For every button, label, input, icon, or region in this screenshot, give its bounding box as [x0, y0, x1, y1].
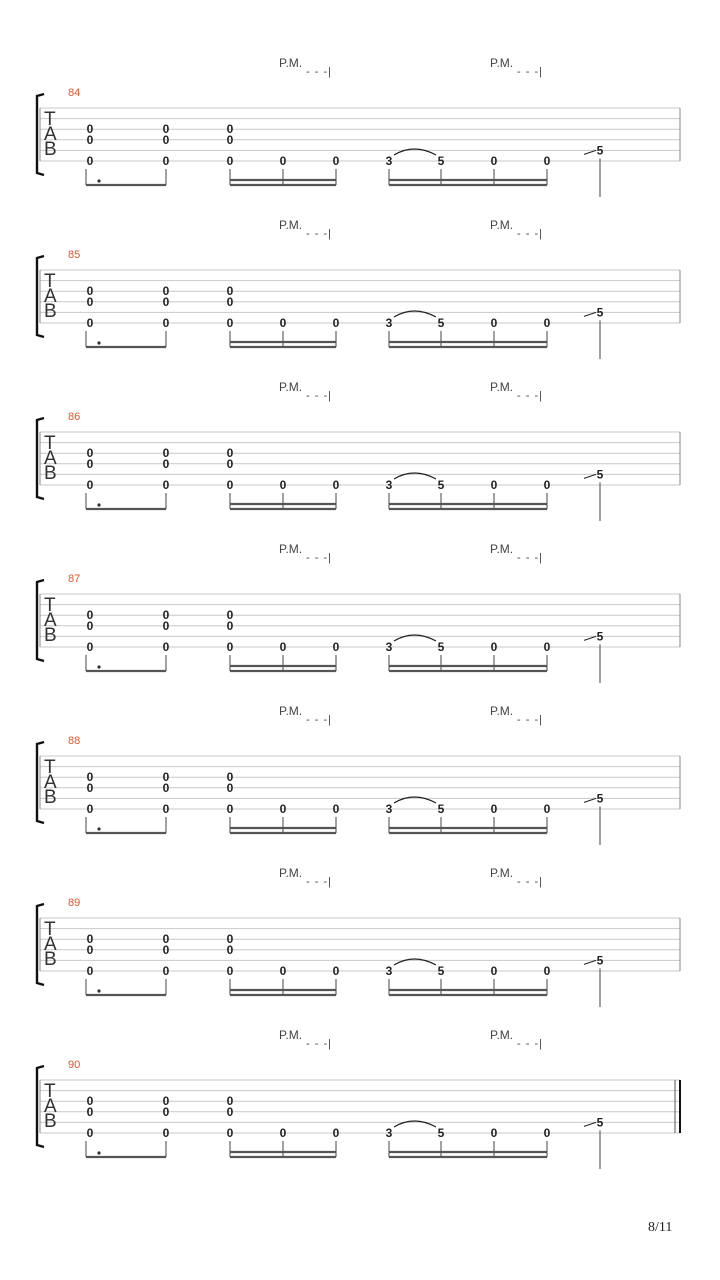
palm-mute-label: P.M.: [490, 380, 514, 394]
slide-mark: [584, 636, 596, 640]
fret-number: 0: [543, 640, 551, 654]
fret-number: 0: [490, 478, 498, 492]
fret-number: 0: [226, 964, 234, 978]
fret-number: 0: [162, 294, 170, 309]
palm-mute-dashes: - - -|: [306, 390, 332, 402]
fret-number: 0: [86, 132, 94, 147]
palm-mute-dashes: - - -|: [306, 552, 332, 564]
measure-number: 89: [68, 897, 81, 909]
fret-number: 0: [162, 446, 170, 461]
fret-number: 0: [162, 1104, 170, 1119]
tab-system-87: [37, 542, 680, 683]
palm-mute-label: P.M.: [279, 704, 303, 718]
dot: [97, 665, 100, 668]
fret-number: 0: [226, 446, 234, 461]
measure-number: 88: [68, 735, 81, 747]
tab-clef-letter: B: [44, 787, 57, 808]
measure-number: 84: [68, 87, 81, 99]
fret-number: 0: [490, 640, 498, 654]
fret-number: 0: [86, 608, 94, 623]
tab-clef-letter: A: [44, 934, 57, 955]
palm-mute-label: P.M.: [279, 56, 303, 70]
palm-mute-dashes: - - -|: [306, 876, 332, 888]
fret-number: 3: [385, 478, 393, 492]
fret-number: 0: [162, 132, 170, 147]
tab-system-84: [37, 56, 680, 197]
fret-number: 0: [490, 1126, 498, 1140]
fret-number: 0: [162, 154, 170, 168]
fret-number: 0: [226, 942, 234, 957]
dot: [97, 179, 100, 182]
fret-number: 0: [332, 964, 340, 978]
tab-clef-letter: A: [44, 772, 57, 793]
tab-clef-letter: T: [44, 919, 56, 940]
fret-number: 0: [162, 942, 170, 957]
palm-mute-label: P.M.: [490, 218, 514, 232]
fret-number: 0: [279, 964, 287, 978]
dot: [97, 1151, 100, 1154]
fret-number: 0: [226, 618, 234, 633]
fret-number: 0: [226, 154, 234, 168]
palm-mute-label: P.M.: [279, 866, 303, 880]
fret-number: 0: [86, 964, 94, 978]
tab-clef-letter: B: [44, 1111, 57, 1132]
tab-clef-letter: B: [44, 949, 57, 970]
fret-number: 5: [596, 791, 604, 806]
fret-number: 0: [86, 780, 94, 795]
measure-number: 87: [68, 573, 81, 585]
tab-clef-letter: A: [44, 448, 57, 469]
palm-mute-label: P.M.: [490, 866, 514, 880]
fret-number: 0: [162, 964, 170, 978]
fret-number: 0: [490, 964, 498, 978]
fret-number: 3: [385, 1126, 393, 1140]
fret-number: 0: [226, 316, 234, 330]
fret-number: 0: [162, 932, 170, 947]
tab-clef-letter: A: [44, 286, 57, 307]
fret-number: 0: [226, 122, 234, 137]
tab-clef-letter: B: [44, 301, 57, 322]
fret-number: 0: [226, 294, 234, 309]
fret-number: 0: [279, 478, 287, 492]
fret-number: 0: [86, 640, 94, 654]
dot: [97, 989, 100, 992]
fret-number: 0: [226, 608, 234, 623]
fret-number: 0: [226, 640, 234, 654]
fret-number: 0: [86, 618, 94, 633]
fret-number: 0: [543, 478, 551, 492]
slide-mark: [584, 798, 596, 802]
palm-mute-label: P.M.: [490, 1028, 514, 1042]
fret-number: 0: [543, 964, 551, 978]
fret-number: 0: [86, 1126, 94, 1140]
fret-number: 0: [86, 942, 94, 957]
palm-mute-label: P.M.: [279, 380, 303, 394]
slide-mark: [584, 474, 596, 478]
fret-number: 0: [162, 316, 170, 330]
fret-number: 3: [385, 154, 393, 168]
fret-number: 0: [162, 122, 170, 137]
measure-number: 86: [68, 411, 81, 423]
palm-mute-dashes: - - -|: [517, 552, 543, 564]
fret-number: 0: [279, 640, 287, 654]
slide-mark: [584, 312, 596, 316]
fret-number: 0: [86, 770, 94, 785]
fret-number: 0: [162, 1126, 170, 1140]
palm-mute-dashes: - - -|: [517, 390, 543, 402]
fret-number: 0: [332, 1126, 340, 1140]
page-number: 8/11: [648, 1220, 673, 1235]
measure-number: 85: [68, 249, 81, 261]
dot: [97, 827, 100, 830]
fret-number: 0: [162, 802, 170, 816]
fret-number: 5: [437, 640, 445, 654]
tab-clef-letter: T: [44, 109, 56, 130]
fret-number: 0: [332, 802, 340, 816]
fret-number: 0: [226, 456, 234, 471]
measure-number: 90: [68, 1059, 81, 1071]
fret-number: 5: [437, 154, 445, 168]
fret-number: 0: [86, 294, 94, 309]
fret-number: 5: [437, 316, 445, 330]
fret-number: 0: [543, 802, 551, 816]
tab-system-90: [37, 1028, 680, 1169]
palm-mute-dashes: - - -|: [306, 1038, 332, 1050]
tab-clef-letter: T: [44, 757, 56, 778]
tab-clef-letter: T: [44, 271, 56, 292]
fret-number: 0: [332, 316, 340, 330]
fret-number: 0: [86, 284, 94, 299]
dot: [97, 341, 100, 344]
fret-number: 0: [226, 1094, 234, 1109]
palm-mute-dashes: - - -|: [306, 66, 332, 78]
fret-number: 0: [543, 316, 551, 330]
palm-mute-label: P.M.: [490, 704, 514, 718]
palm-mute-dashes: - - -|: [517, 228, 543, 240]
fret-number: 0: [226, 770, 234, 785]
palm-mute-label: P.M.: [490, 542, 514, 556]
fret-number: 0: [543, 154, 551, 168]
fret-number: 0: [86, 1104, 94, 1119]
fret-number: 0: [490, 316, 498, 330]
fret-number: 0: [86, 456, 94, 471]
fret-number: 0: [86, 932, 94, 947]
tab-clef-letter: T: [44, 1081, 56, 1102]
palm-mute-dashes: - - -|: [517, 876, 543, 888]
fret-number: 0: [226, 1104, 234, 1119]
fret-number: 0: [162, 618, 170, 633]
tab-clef-letter: B: [44, 625, 57, 646]
fret-number: 0: [490, 154, 498, 168]
fret-number: 5: [596, 953, 604, 968]
fret-number: 0: [332, 154, 340, 168]
fret-number: 0: [543, 1126, 551, 1140]
fret-number: 0: [226, 284, 234, 299]
slide-mark: [584, 150, 596, 154]
tab-system-89: [37, 866, 680, 1007]
fret-number: 5: [596, 467, 604, 482]
palm-mute-dashes: - - -|: [306, 714, 332, 726]
fret-number: 0: [86, 478, 94, 492]
fret-number: 0: [226, 802, 234, 816]
fret-number: 3: [385, 802, 393, 816]
fret-number: 5: [596, 305, 604, 320]
fret-number: 0: [226, 478, 234, 492]
fret-number: 0: [86, 802, 94, 816]
fret-number: 0: [226, 1126, 234, 1140]
fret-number: 0: [162, 608, 170, 623]
fret-number: 5: [437, 964, 445, 978]
palm-mute-label: P.M.: [490, 56, 514, 70]
fret-number: 0: [490, 802, 498, 816]
fret-number: 0: [279, 1126, 287, 1140]
palm-mute-dashes: - - -|: [517, 714, 543, 726]
fret-number: 3: [385, 640, 393, 654]
palm-mute-label: P.M.: [279, 218, 303, 232]
slide-mark: [584, 960, 596, 964]
fret-number: 0: [279, 316, 287, 330]
tab-clef-letter: B: [44, 139, 57, 160]
fret-number: 0: [162, 284, 170, 299]
tab-system-88: [37, 704, 680, 845]
tab-clef-letter: A: [44, 1096, 57, 1117]
fret-number: 5: [437, 1126, 445, 1140]
fret-number: 3: [385, 964, 393, 978]
fret-number: 0: [279, 154, 287, 168]
fret-number: 3: [385, 316, 393, 330]
tab-clef-letter: A: [44, 124, 57, 145]
fret-number: 0: [86, 446, 94, 461]
fret-number: 0: [162, 456, 170, 471]
fret-number: 0: [162, 780, 170, 795]
tab-clef-letter: A: [44, 610, 57, 631]
fret-number: 0: [226, 932, 234, 947]
fret-number: 0: [162, 640, 170, 654]
fret-number: 0: [226, 132, 234, 147]
fret-number: 0: [162, 1094, 170, 1109]
fret-number: 5: [596, 629, 604, 644]
fret-number: 0: [226, 780, 234, 795]
fret-number: 0: [332, 478, 340, 492]
fret-number: 5: [437, 802, 445, 816]
dot: [97, 503, 100, 506]
fret-number: 0: [332, 640, 340, 654]
palm-mute-dashes: - - -|: [517, 1038, 543, 1050]
palm-mute-dashes: - - -|: [306, 228, 332, 240]
palm-mute-label: P.M.: [279, 542, 303, 556]
fret-number: 5: [596, 143, 604, 158]
tab-clef-letter: T: [44, 595, 56, 616]
fret-number: 0: [162, 770, 170, 785]
tab-clef-letter: B: [44, 463, 57, 484]
palm-mute-dashes: - - -|: [517, 66, 543, 78]
fret-number: 0: [86, 316, 94, 330]
fret-number: 0: [279, 802, 287, 816]
tab-system-86: [37, 380, 680, 521]
fret-number: 5: [437, 478, 445, 492]
fret-number: 0: [86, 1094, 94, 1109]
fret-number: 5: [596, 1115, 604, 1130]
fret-number: 0: [162, 478, 170, 492]
tab-clef-letter: T: [44, 433, 56, 454]
slide-mark: [584, 1122, 596, 1126]
fret-number: 0: [86, 154, 94, 168]
fret-number: 0: [86, 122, 94, 137]
tab-system-85: [37, 218, 680, 359]
palm-mute-label: P.M.: [279, 1028, 303, 1042]
